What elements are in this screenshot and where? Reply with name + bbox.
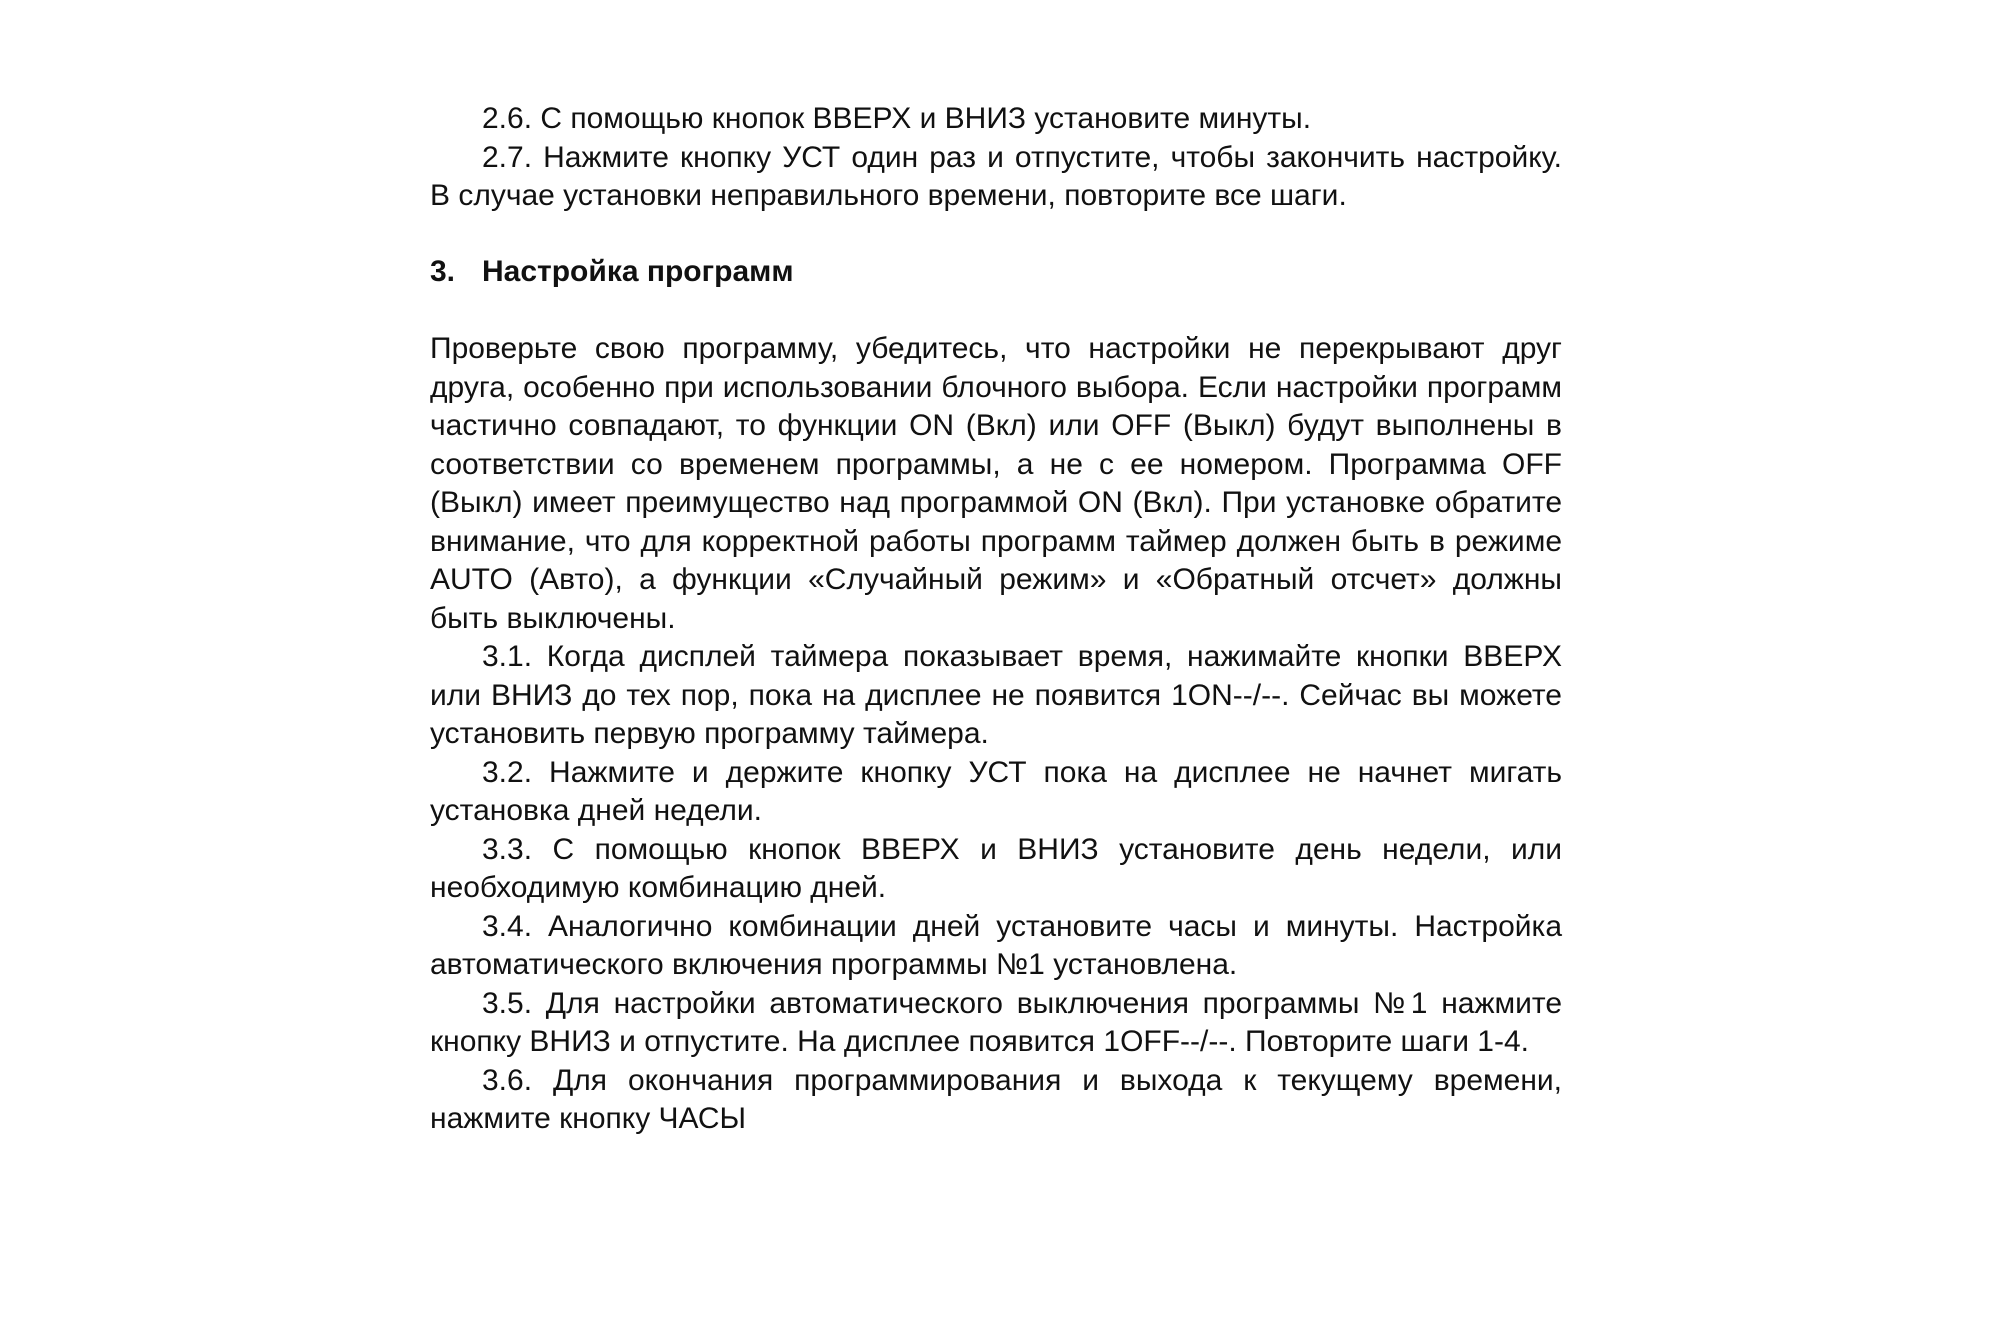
step-3-6: 3.6. Для окончания программирования и выхода к текущему времени, нажмите кнопку ЧАСЫ bbox=[430, 1063, 1562, 1135]
section-number: 3. bbox=[430, 254, 456, 288]
step-3-1: 3.1. Когда дисплей таймера показывает время, нажимайте кнопки ВВЕРХ или ВНИЗ до тех пор, пока на дисплее не появится 1ON--/--. Сейчас вы можете установить первую программу таймера. bbox=[430, 640, 1562, 750]
section-title: Настройка программ bbox=[482, 254, 794, 288]
step-3-3: 3.3. С помощью кнопок ВВЕРХ и ВНИЗ установите день недели, или необходимую комбинацию дней. bbox=[430, 832, 1562, 904]
section-heading bbox=[430, 253, 1562, 292]
step-3-4: 3.4. Аналогично комбинации дней установите часы и минуты. Настройка автоматического включения программы №1 установлена. bbox=[430, 909, 1562, 981]
intro-paragraph: Проверьте свою программу, убедитесь, что настройки не перекрывают друг друга, особенно при использовании блочного выбора. Если настройки программ частично совпадают, то функции ON (Вкл) или OFF (Выкл) будут выполнены в соответствии со временем программы, а не с ее номером. Программа OFF (Выкл) имеет преимущество над программой ON (Вкл). При установке обратите внимание, что для корректной работы программ таймер должен быть в режиме AUTO (Авто), а функции «Случайный режим» и «Обратный отсчет» должны быть выключены. bbox=[430, 332, 1562, 635]
step-2-7: 2.7. Нажмите кнопку УСТ один раз и отпустите, чтобы закончить настройку. В случае установки неправильного времени, повторите все шаги. bbox=[430, 140, 1562, 212]
step-3-2: 3.2. Нажмите и держите кнопку УСТ пока на дисплее не начнет мигать установка дней недели. bbox=[430, 755, 1562, 827]
document-page bbox=[430, 100, 1562, 1139]
step-3-5: 3.5. Для настройки автоматического выключения программы №1 нажмите кнопку ВНИЗ и отпустите. На дисплее появится 1OFF--/--. Повторите шаги 1-4. bbox=[430, 986, 1562, 1058]
step-2-6: 2.6. С помощью кнопок ВВЕРХ и ВНИЗ установите минуты. bbox=[482, 102, 1312, 135]
